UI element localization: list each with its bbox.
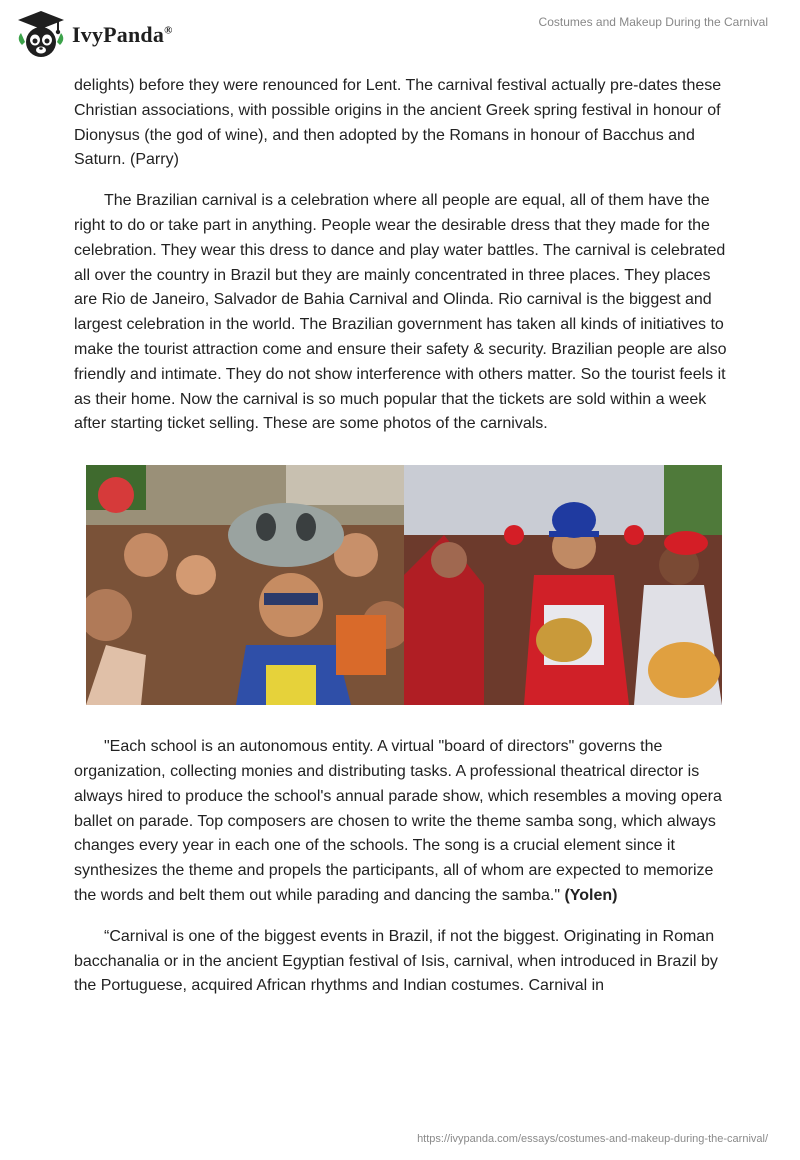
page-header (0, 0, 800, 70)
paragraph-3: "Each school is an autonomous entity. A virtual "board of directors" governs the organization, collecting monies and distributing tasks. A professional theatrical director is always hired to produce the school's annual parade show, which resembles a moving opera ballet on parade. Top composers are chosen to write the theme samba song, which always changes every year in each one of the schools. The song is a crucial element since it synthesizes the theme and propels the participants, all of whom are expected to memorize the words and belt them out while parading and dancing the samba." (Yolen) (74, 738, 722, 904)
essay-body (74, 74, 734, 999)
logo-text: IvyPanda® (72, 22, 173, 47)
document-title: Costumes and Makeup During the Carnival (538, 15, 768, 29)
carnival-crowd-photo (86, 465, 404, 705)
paragraph-1: delights) before they were renounced for Lent. The carnival festival actually pre-dates these Christian associations, with possible origins in the ancient Greek spring festival in honour of Dionysus (the god of wine), and then adopted by the Romans in honour of Bacchus and Saturn. (Parry) (74, 77, 722, 169)
paragraph-4: “Carnival is one of the biggest events in Brazil, if not the biggest. Originating in Roman bacchanalia or in the ancient Egyptian festival of Isis, carnival, when introduced in Brazil by the Portuguese, acquired African rhythms and Indian costumes. Carnival in (74, 927, 718, 995)
citation: (Yolen) (564, 886, 618, 904)
ivypanda-logo[interactable] (16, 9, 173, 61)
carnival-musicians-photo (404, 465, 722, 705)
panda-graduate-icon (16, 9, 66, 61)
carnival-photos (74, 465, 734, 705)
source-url[interactable]: https://ivypanda.com/essays/costumes-and-makeup-during-the-carnival/ (417, 1133, 768, 1145)
paragraph-2: The Brazilian carnival is a celebration where all people are equal, all of them have the right to do or take part in anything. People wear the desirable dress that they made for the celebration. They wear this dress to dance and play water battles. The carnival is celebrated all over the country in Brazil but they are mainly concentrated in three places. They places are Rio de Janeiro, Salvador de Bahia Carnival and Olinda. Rio carnival is the biggest and largest celebration in the world. The Brazilian government has taken all kinds of initiatives to make the tourist attraction come and ensure their safety & security. Brazilian people are also friendly and intimate. They do not show interference with others matter. So the tourist feels it as their home. Now the carnival is so much popular that the tickets are sold within a week after starting ticket selling. These are some photos of the carnivals. (74, 192, 727, 433)
